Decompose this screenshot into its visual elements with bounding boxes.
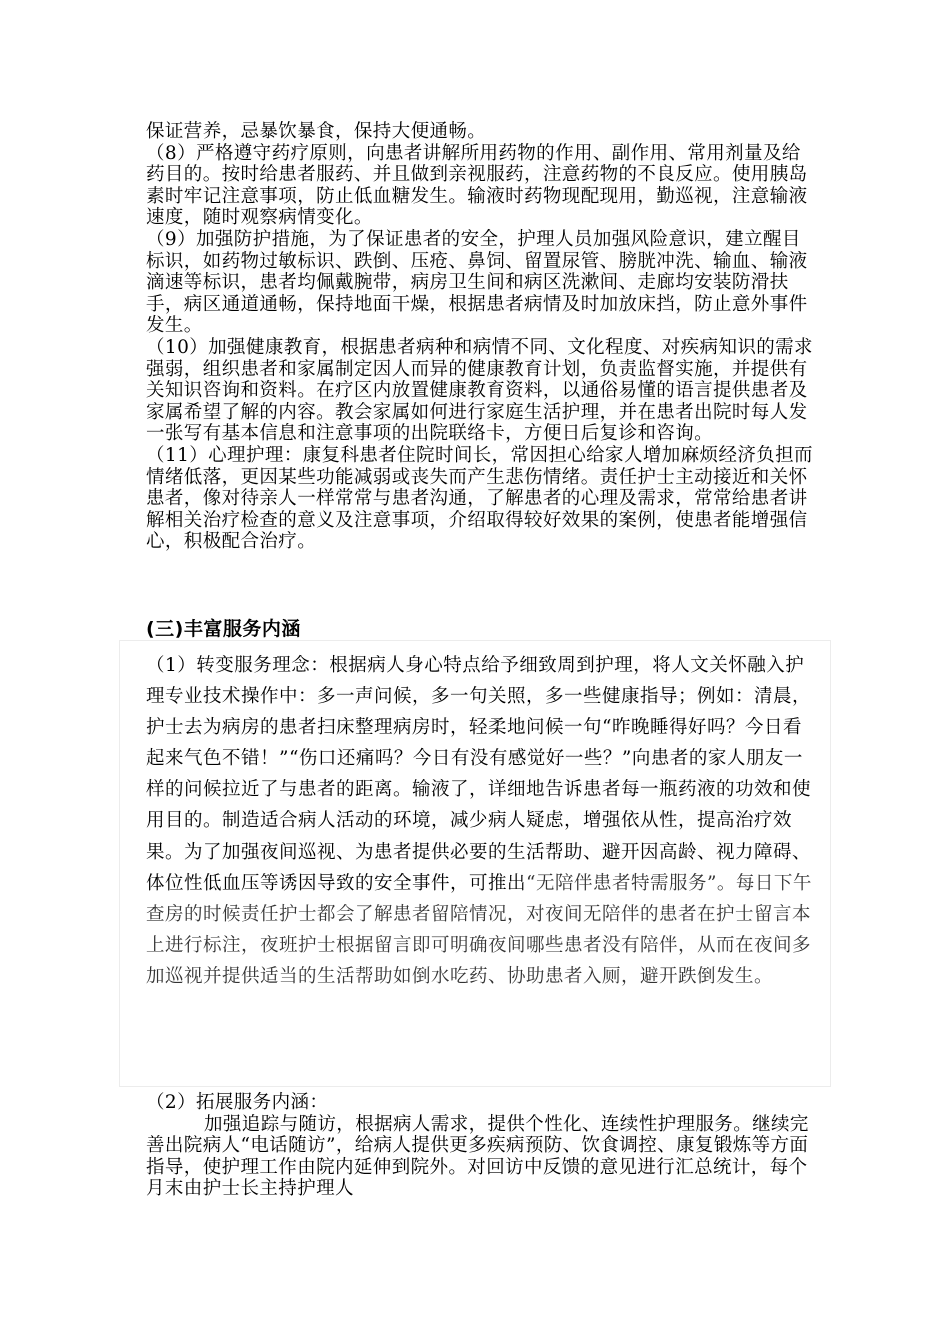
section-heading: (三)丰富服务内涵 bbox=[146, 618, 301, 640]
top-text-block bbox=[146, 121, 816, 553]
bottom-text-block bbox=[146, 1092, 816, 1200]
paragraph-item-8: （8）严格遵守药疗原则，向患者讲解所用药物的作用、副作用、常用剂量及给药目的。按时给患者服药、并且做到亲视服药，注意药物的不良反应。使用胰岛素时牢记注意事项，防止低血糖发生。输液时药物现配现用，勤巡视，注意输液速度，随时观察病情变化。 bbox=[146, 142, 808, 229]
expand-service-body: 加强追踪与随访，根据病人需求，提供个性化、连续性护理服务。继续完善出院病人“电话随访”，给病人提供更多疾病预防、饮食调控、康复锻炼等方面指导，使护理工作由院内延伸到院外。对回访中反馈的意见进行汇总统计，每个月末由护士长主持护理人 bbox=[146, 1113, 809, 1200]
subsection-title: （2）拓展服务内涵： bbox=[146, 1092, 329, 1113]
boxed-text-block bbox=[146, 650, 816, 992]
paragraph-item-11: （11）心理护理：康复科患者住院时间长，常因担心给家人增加麻烦经济负担而情绪低落，更因某些功能减弱或丧失而产生悲伤情绪。责任护士主动接近和关怀患者，像对待亲人一样常常与患者沟通，了解患者的心理及需求，常常给患者讲解相关治疗检查的意义及注意事项，介绍取得较好效果的案例，使患者能增强信心，积极配合治疗。 bbox=[146, 444, 813, 553]
paragraph-item-10: （10）加强健康教育，根据患者病种和病情不同、文化程度、对疾病知识的需求强弱，组织患者和家属制定因人而异的健康教育计划，负责监督实施，并提供有关知识咨询和资料。在疗区内放置健康教育资料，以通俗易懂的语言提供患者及家属希望了解的内容。教会家属如何进行家庭生活护理，并在患者出院时每人发一张写有基本信息和注意事项的出院联络卡，方便日后复诊和咨询。 bbox=[146, 336, 813, 445]
paragraph-nutrition: 保证营养，忌暴饮暴食，保持大便通畅。 bbox=[146, 121, 487, 142]
service-concept-part2: “无陪伴患者特需服务”。每日下午查房的时候责任护士都会了解患者留陪情况，对夜间无陪伴的患者在护士留言本上进行标注，夜班护士根据留言即可明确夜间哪些患者没有陪伴，从而在夜间多加巡视并提供适当的生活帮助如倒水吃药、协助患者入厕，避开跌倒发生。 bbox=[146, 872, 812, 987]
service-concept-part1: （1）转变服务理念：根据病人身心特点给予细致周到护理，将人文关怀融入护理专业技术操作中：多一声问候，多一句关照，多一些健康指导；例如：清晨，护士去为病房的患者扫床整理病房时，轻柔地问候一句“昨晚睡得好吗？今日看起来气色不错！”“伤口还痛吗？今日有没有感觉好一些？”向患者的家人朋友一样的问候拉近了与患者的距离。输液了，详细地告诉患者每一瓶药液的功效和使用目的。制造适合病人活动的环境，减少病人疑虑，增强依从性，提高治疗效果。为了加强夜间巡视、为患者提供必要的生活帮助、避开因高龄、视力障碍、体位性低血压等诱因导致的安全事件，可推出 bbox=[146, 655, 812, 894]
paragraph-item-9: （9）加强防护措施，为了保证患者的安全，护理人员加强风险意识，建立醒目标识，如药物过敏标识、跌倒、压疮、鼻饲、留置尿管、膀胱冲洗、输血、输液滴速等标识，患者均佩戴腕带，病房卫生间和病区洗漱间、走廊均安装防滑扶手，病区通道通畅，保持地面干燥，根据患者病情及时加放床挡，防止意外事件发生。 bbox=[146, 228, 808, 337]
paragraph-service-concept bbox=[146, 650, 816, 992]
paragraph-expand-service bbox=[146, 1114, 816, 1200]
